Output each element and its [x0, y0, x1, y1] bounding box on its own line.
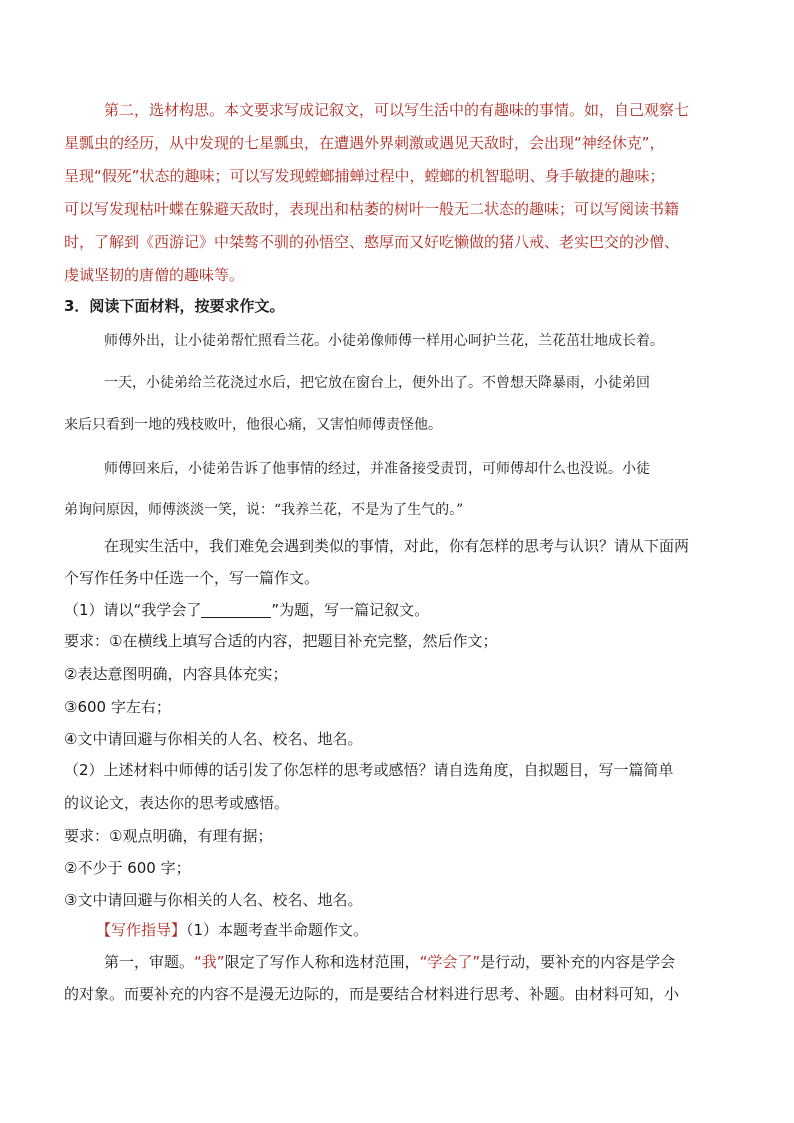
guide-line-1-c: 限定了写作人称和选材范围，	[224, 953, 420, 971]
task1-title-pre: （1）请以“我学会了	[64, 601, 202, 619]
guide-line-1-a: 第一，审题。	[104, 953, 195, 971]
guide-line-1-learned: “学会了”	[419, 953, 481, 971]
question-3-title: 3．阅读下面材料，按要求作文。	[64, 297, 285, 315]
task2-line-1: （2）上述材料中师傅的话引发了你怎样的思考或感悟？请自选角度，自拟题目，写一篇简单	[64, 761, 674, 779]
p1-line-6: 虔诚坚韧的唐僧的趣味等。	[64, 266, 245, 284]
task2-req-1: 要求：①观点明确，有理有据；	[64, 827, 273, 845]
task2-line-2: 的议论文，表达你的思考或感悟。	[64, 794, 290, 812]
p1-line-4: 可以写发现枯叶蝶在躲避天敌时，表现出和枯萎的树叶一般无二状态的趣味；可以写阅读书籍	[64, 200, 680, 218]
material-line-5: 弟询问原因，师傅淡淡一笑，说：“我养兰花，不是为了生气的。”	[64, 502, 464, 518]
material-line-2: 一天，小徒弟给兰花浇过水后，把它放在窗台上，便外出了。不曾想天降暴雨，小徒弟回	[104, 375, 650, 391]
guide-heading	[96, 920, 368, 940]
material-line-1: 师傅外出，让小徒弟帮忙照看兰花。小徒弟像师傅一样用心呵护兰花，兰花茁壮地成长着。	[104, 333, 664, 349]
task1-req-1: 要求：①在横线上填写合适的内容，把题目补充完整，然后作文；	[64, 632, 498, 650]
guide-line-1-e: 是行动，要补充的内容是学会	[480, 953, 676, 971]
prompt-line-2: 个写作任务中任选一个，写一篇作文。	[64, 569, 320, 587]
prompt-line-1: 在现实生活中，我们难免会遇到类似的事情，对此，你有怎样的思考与认识？请从下面两	[104, 537, 690, 555]
guide-head: （1）本题考查半命题作文。	[186, 921, 369, 939]
guide-tag: 【写作指导】	[96, 921, 187, 939]
task1-req-4: ④文中请回避与你相关的人名、校名、地名。	[64, 730, 363, 748]
task2-req-2: ②不少于 600 字；	[64, 859, 191, 877]
p1-line-2: 星瓢虫的经历，从中发现的七星瓢虫，在遭遇外界刺激或遇见天敌时，会出现“神经休克”，	[64, 134, 665, 152]
material-line-4: 师傅回来后，小徒弟告诉了他事情的经过，并准备接受责罚，可师傅却什么也没说。小徒	[104, 461, 650, 477]
p1-line-1: 第二，选材构思。本文要求写成记叙文，可以写生活中的有趣味的事情。如，自己观察七	[104, 101, 690, 119]
p1-line-3: 呈现“假死”状态的趣味；可以写发现螳螂捕蝉过程中，螳螂的机智聪明、身手敏捷的趣味；	[64, 167, 665, 185]
fill-in-blank	[201, 603, 271, 618]
p1-line-5: 时，了解到《西游记》中桀骜不驯的孙悟空、憨厚而又好吃懒做的猪八戒、老实巴交的沙僧、	[64, 233, 680, 251]
guide-line-1-me: “我”	[194, 953, 225, 971]
material-line-3: 来后只看到一地的残枝败叶，他很心痛，又害怕师傅责怪他。	[64, 417, 442, 433]
task1-req-3: ③600 字左右；	[64, 698, 171, 716]
guide-line-1	[104, 952, 675, 972]
task1-title-post: ”为题，写一篇记叙文。	[271, 601, 430, 619]
task2-req-3: ③文中请回避与你相关的人名、校名、地名。	[64, 891, 363, 909]
guide-line-2: 的对象。而要补充的内容不是漫无边际的，而是要结合材料进行思考、补题。由材料可知，小	[64, 985, 680, 1003]
task1-req-2: ②表达意图明确，内容具体充实；	[64, 665, 288, 683]
task1-title	[64, 600, 429, 620]
